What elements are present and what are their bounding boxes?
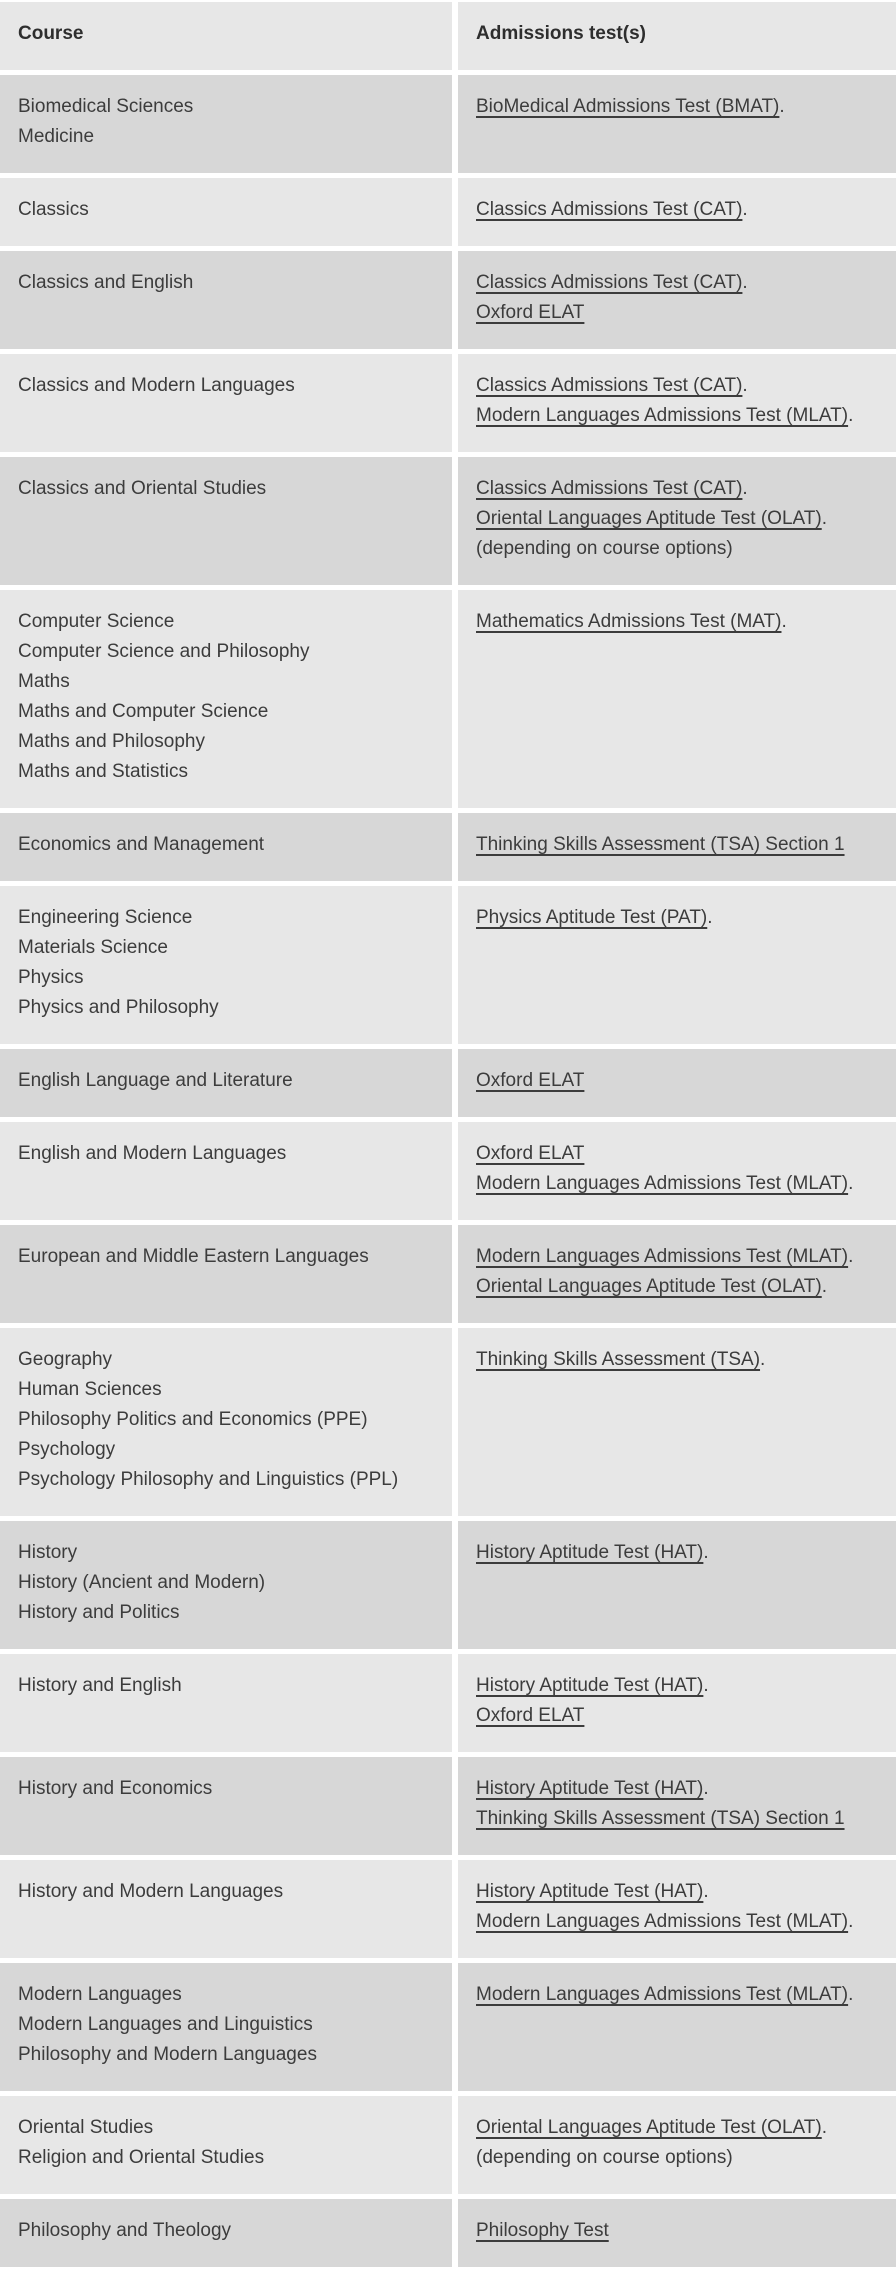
test-line xyxy=(476,1701,878,1731)
tests-cell xyxy=(458,590,896,813)
course-name: Philosophy Politics and Economics (PPE) xyxy=(18,1409,368,1430)
test-line xyxy=(476,92,878,122)
tests-cell xyxy=(458,354,896,457)
test-line xyxy=(476,1804,878,1834)
course-cell xyxy=(0,1757,458,1860)
course-name: History xyxy=(18,1542,78,1563)
tests-cell xyxy=(458,178,896,251)
test-line xyxy=(476,504,878,534)
course-name: Computer Science xyxy=(18,611,175,632)
course-name: Maths and Philosophy xyxy=(18,731,205,752)
course-name: Classics and Oriental Studies xyxy=(18,478,267,499)
admissions-test-link[interactable]: Modern Languages Admissions Test (MLAT) xyxy=(476,1984,849,2005)
course-cell xyxy=(0,457,458,590)
test-line xyxy=(476,1877,878,1907)
test-line xyxy=(476,1980,878,2010)
test-line xyxy=(476,268,878,298)
admissions-test-link[interactable]: Thinking Skills Assessment (TSA) Section 1 xyxy=(476,1808,845,1829)
link-suffix-period: . xyxy=(779,96,785,117)
link-suffix-period: . xyxy=(703,1881,709,1902)
course-name: Geography xyxy=(18,1349,113,1370)
table-row xyxy=(0,178,896,251)
course-name: Classics and Modern Languages xyxy=(18,375,295,396)
test-line xyxy=(476,195,878,225)
link-suffix-period: . xyxy=(821,1276,828,1297)
admissions-test-link[interactable]: Classics Admissions Test (CAT) xyxy=(476,272,743,293)
admissions-test-link[interactable]: BioMedical Admissions Test (BMAT) xyxy=(476,96,780,117)
tests-cell xyxy=(458,457,896,590)
table-row xyxy=(0,1328,896,1521)
link-suffix-period: . xyxy=(707,907,713,928)
admissions-test-link[interactable]: History Aptitude Test (HAT) xyxy=(476,1778,704,1799)
table-row xyxy=(0,75,896,178)
tests-cell xyxy=(458,1225,896,1328)
admissions-test-link[interactable]: History Aptitude Test (HAT) xyxy=(476,1542,704,1563)
table-header xyxy=(0,2,896,75)
tests-cell xyxy=(458,1860,896,1963)
header-row xyxy=(0,2,896,75)
tests-cell xyxy=(458,1049,896,1122)
link-suffix-period: . xyxy=(742,199,748,220)
test-line xyxy=(476,1272,878,1302)
admissions-test-link[interactable]: Classics Admissions Test (CAT) xyxy=(476,199,743,220)
course-name: English Language and Literature xyxy=(18,1070,293,1091)
test-line xyxy=(476,1774,878,1804)
link-suffix-period: . xyxy=(848,405,854,426)
link-suffix-period: . xyxy=(821,508,828,529)
admissions-test-link[interactable]: History Aptitude Test (HAT) xyxy=(476,1881,704,1902)
test-line xyxy=(476,1242,878,1272)
course-cell xyxy=(0,590,458,813)
course-name: Philosophy and Modern Languages xyxy=(18,2044,317,2065)
course-name: Philosophy and Theology xyxy=(18,2220,232,2241)
course-cell xyxy=(0,1521,458,1654)
admissions-test-link[interactable]: History Aptitude Test (HAT) xyxy=(476,1675,704,1696)
link-suffix-period: . xyxy=(848,1173,854,1194)
admissions-test-link[interactable]: Oxford ELAT xyxy=(476,1705,585,1726)
test-note: (depending on course options) xyxy=(476,2147,733,2168)
course-cell xyxy=(0,1654,458,1757)
course-cell xyxy=(0,1963,458,2096)
table-row xyxy=(0,1963,896,2096)
table-row xyxy=(0,1757,896,1860)
course-name: European and Middle Eastern Languages xyxy=(18,1246,369,1267)
table-row xyxy=(0,1654,896,1757)
tests-cell xyxy=(458,1757,896,1860)
course-name: Modern Languages and Linguistics xyxy=(18,2014,313,2035)
table-row xyxy=(0,813,896,886)
link-suffix-period: . xyxy=(781,611,787,632)
test-line xyxy=(476,1169,878,1199)
course-name: History and Politics xyxy=(18,1602,180,1623)
course-name: Classics xyxy=(18,199,89,220)
link-suffix-period: . xyxy=(742,478,748,499)
admissions-test-link[interactable]: Mathematics Admissions Test (MAT) xyxy=(476,611,782,632)
table-row xyxy=(0,251,896,354)
link-suffix-period: . xyxy=(848,1246,854,1267)
table-row xyxy=(0,590,896,813)
course-name: Oriental Studies xyxy=(18,2117,154,2138)
admissions-test-link[interactable]: Oxford ELAT xyxy=(476,302,585,323)
table-row xyxy=(0,886,896,1049)
course-cell xyxy=(0,251,458,354)
test-line xyxy=(476,830,878,860)
tests-cell xyxy=(458,1521,896,1654)
tests-cell xyxy=(458,813,896,886)
admissions-test-link[interactable]: Modern Languages Admissions Test (MLAT) xyxy=(476,405,849,426)
link-suffix-period: . xyxy=(848,1984,854,2005)
course-name: Maths and Statistics xyxy=(18,761,189,782)
link-suffix-period: . xyxy=(703,1778,709,1799)
tests-cell xyxy=(458,2199,896,2272)
course-name: Psychology xyxy=(18,1439,116,1460)
course-cell xyxy=(0,2096,458,2199)
course-name: Engineering Science xyxy=(18,907,193,928)
course-cell xyxy=(0,178,458,251)
test-note: (depending on course options) xyxy=(476,538,733,559)
table-row xyxy=(0,1521,896,1654)
link-suffix-period: . xyxy=(821,2117,828,2138)
tests-cell xyxy=(458,886,896,1049)
column-header-admissions-tests: Admissions test(s) xyxy=(458,2,896,75)
link-suffix-period: . xyxy=(760,1349,766,1370)
admissions-test-link[interactable]: Thinking Skills Assessment (TSA) Section 1 xyxy=(476,834,845,855)
course-name: History and Modern Languages xyxy=(18,1881,284,1902)
table-row xyxy=(0,2199,896,2272)
admissions-test-link[interactable]: Oriental Languages Aptitude Test (OLAT) xyxy=(476,2117,822,2138)
course-cell xyxy=(0,1860,458,1963)
column-header-course: Course xyxy=(0,2,458,75)
course-cell xyxy=(0,75,458,178)
course-name: Economics and Management xyxy=(18,834,265,855)
test-line xyxy=(476,903,878,933)
course-cell xyxy=(0,1122,458,1225)
tests-cell xyxy=(458,1122,896,1225)
tests-cell xyxy=(458,1654,896,1757)
link-suffix-period: . xyxy=(703,1542,709,1563)
test-line xyxy=(476,1345,878,1375)
course-name: Materials Science xyxy=(18,937,168,958)
test-line xyxy=(476,1139,878,1169)
course-cell xyxy=(0,886,458,1049)
admissions-test-link[interactable]: Classics Admissions Test (CAT) xyxy=(476,375,743,396)
course-name: Human Sciences xyxy=(18,1379,162,1400)
table-row xyxy=(0,1860,896,1963)
test-line xyxy=(476,401,878,431)
admissions-test-link[interactable]: Classics Admissions Test (CAT) xyxy=(476,478,743,499)
admissions-test-link[interactable]: Philosophy Test xyxy=(476,2220,609,2241)
course-cell xyxy=(0,2199,458,2272)
course-cell xyxy=(0,1328,458,1521)
tests-cell xyxy=(458,1328,896,1521)
course-name: Modern Languages xyxy=(18,1984,182,2005)
course-name: Computer Science and Philosophy xyxy=(18,641,310,662)
test-line xyxy=(476,371,878,401)
test-line xyxy=(476,2216,878,2246)
admissions-test-link[interactable]: Modern Languages Admissions Test (MLAT) xyxy=(476,1246,849,1267)
course-name: Biomedical Sciences xyxy=(18,96,194,117)
table-row xyxy=(0,1049,896,1122)
course-name: Physics and Philosophy xyxy=(18,997,219,1018)
admissions-test-link[interactable]: Oxford ELAT xyxy=(476,1070,585,1091)
link-suffix-period: . xyxy=(742,375,748,396)
course-name: English and Modern Languages xyxy=(18,1143,287,1164)
test-line xyxy=(476,298,878,328)
course-name: History (Ancient and Modern) xyxy=(18,1572,266,1593)
admissions-test-link[interactable]: Oriental Languages Aptitude Test (OLAT) xyxy=(476,508,822,529)
tests-cell xyxy=(458,2096,896,2199)
admissions-test-link[interactable]: Modern Languages Admissions Test (MLAT) xyxy=(476,1173,849,1194)
admissions-test-link[interactable]: Modern Languages Admissions Test (MLAT) xyxy=(476,1911,849,1932)
test-line xyxy=(476,607,878,637)
table-row xyxy=(0,354,896,457)
course-name: Maths and Computer Science xyxy=(18,701,269,722)
course-name: Religion and Oriental Studies xyxy=(18,2147,265,2168)
test-line xyxy=(476,2113,878,2143)
link-suffix-period: . xyxy=(703,1675,709,1696)
test-line xyxy=(476,1671,878,1701)
admissions-tests-table xyxy=(0,2,896,2272)
table-body xyxy=(0,75,896,2272)
admissions-test-link[interactable]: Oxford ELAT xyxy=(476,1143,585,1164)
admissions-test-link[interactable]: Physics Aptitude Test (PAT) xyxy=(476,907,708,928)
table-row xyxy=(0,2096,896,2199)
test-line xyxy=(476,1538,878,1568)
tests-cell xyxy=(458,1963,896,2096)
course-cell xyxy=(0,354,458,457)
table-row xyxy=(0,1225,896,1328)
test-line xyxy=(476,1907,878,1937)
link-suffix-period: . xyxy=(848,1911,854,1932)
tests-cell xyxy=(458,75,896,178)
tests-cell xyxy=(458,251,896,354)
course-name: Medicine xyxy=(18,126,95,147)
admissions-test-link[interactable]: Thinking Skills Assessment (TSA) xyxy=(476,1349,761,1370)
test-note-line xyxy=(476,534,878,564)
link-suffix-period: . xyxy=(742,272,748,293)
course-cell xyxy=(0,1049,458,1122)
test-note-line xyxy=(476,2143,878,2173)
course-name: Classics and English xyxy=(18,272,194,293)
course-cell xyxy=(0,813,458,886)
test-line xyxy=(476,1066,878,1096)
course-name: History and Economics xyxy=(18,1778,213,1799)
table-row xyxy=(0,457,896,590)
test-line xyxy=(476,474,878,504)
course-cell xyxy=(0,1225,458,1328)
admissions-test-link[interactable]: Oriental Languages Aptitude Test (OLAT) xyxy=(476,1276,822,1297)
table-row xyxy=(0,1122,896,1225)
course-name: History and English xyxy=(18,1675,182,1696)
course-name: Physics xyxy=(18,967,84,988)
course-name: Psychology Philosophy and Linguistics (PPL) xyxy=(18,1469,399,1490)
course-name: Maths xyxy=(18,671,70,692)
